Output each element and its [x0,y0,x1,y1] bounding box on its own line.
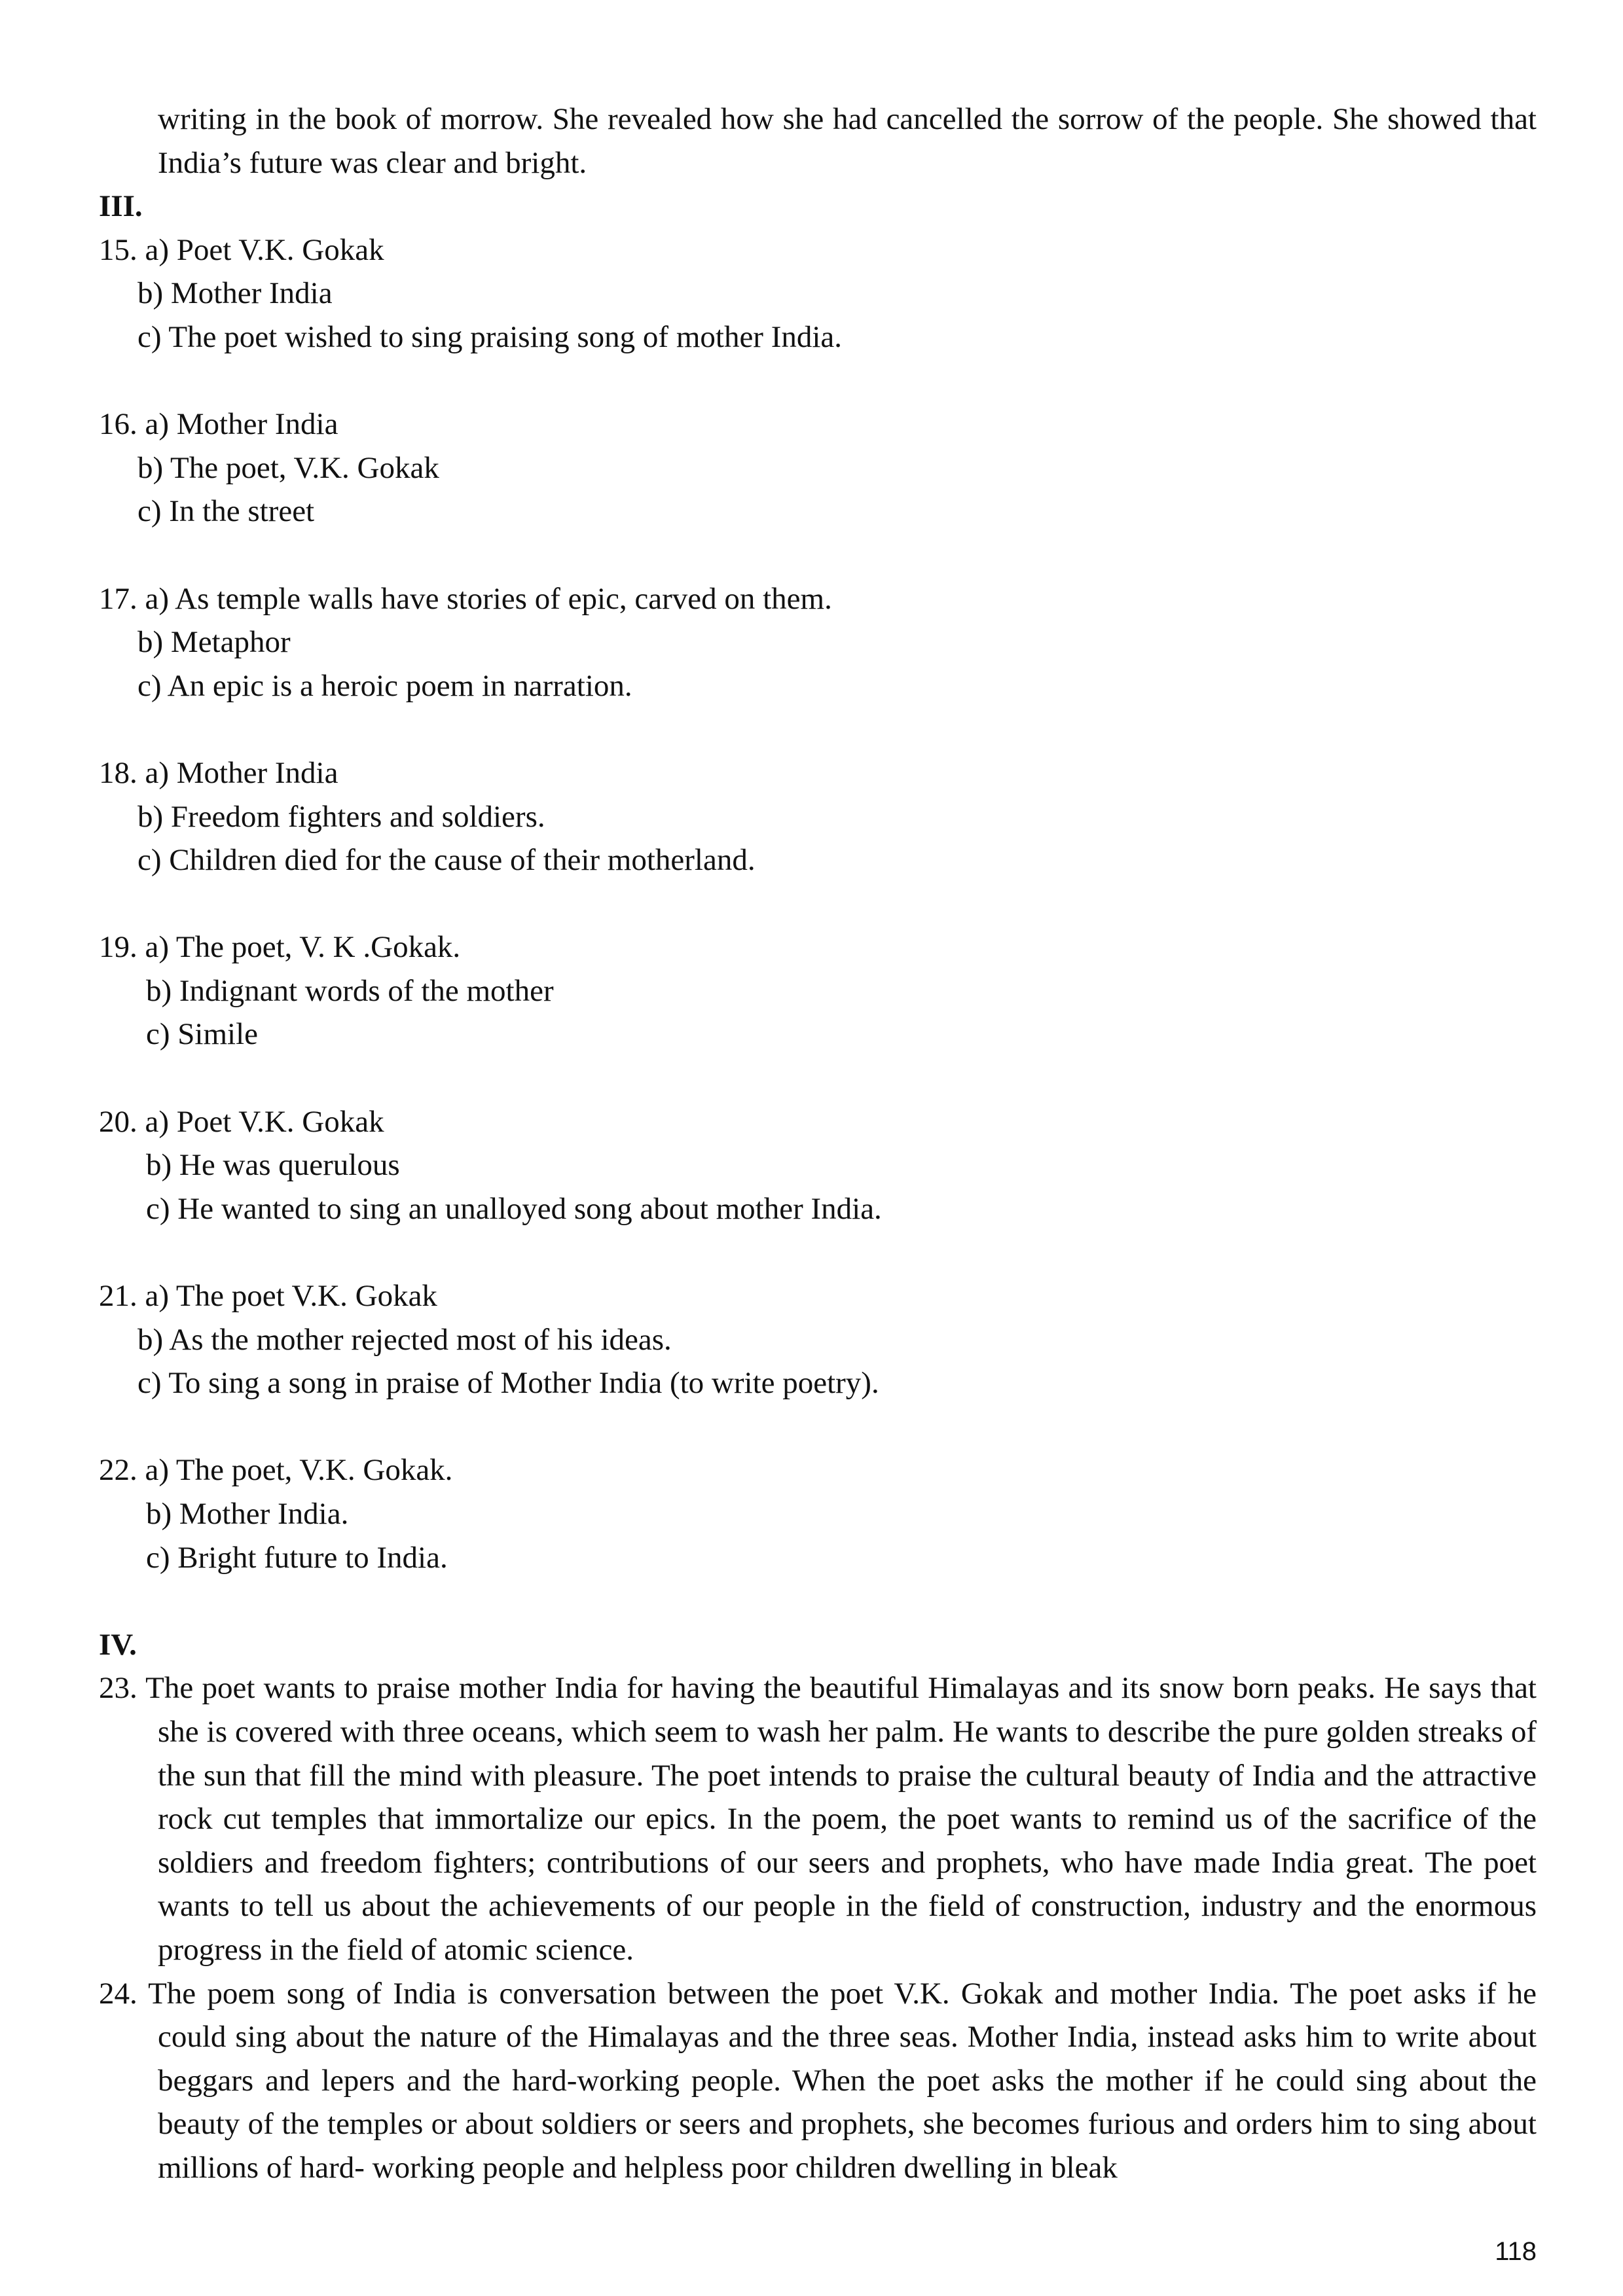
answer-part-c: c) In the street [137,494,315,529]
spacer [99,1056,1537,1100]
answer-group [99,751,1537,925]
answer-part-b: b) Freedom fighters and soldiers. [137,799,545,834]
page-content [99,98,1537,2190]
answer-part-c: c) Simile [146,1017,258,1052]
answer-group [99,1100,1537,1274]
answer-24: 24. The poem song of India is conversation between the poet V.K. Gokak and mother India. The poet asks if he could sing about the nature of the Himalayas and the three seas. Mother India, instead asks him to write about beggars and lepers and the hard-working people. When the poet asks the mother if he could sing about the beauty of the temples or about soldiers or seers and prophets, she becomes furious and orders him to sing about millions of hard- working people and helpless poor children dwelling in bleak [99,1976,1537,2185]
answer-part-a: 19. a) The poet, V. K .Gokak. [99,930,461,965]
answer-part-c: c) He wanted to sing an unalloyed song about mother India. [146,1191,882,1226]
answer-group [99,925,1537,1100]
answer-part-a: 20. a) Poet V.K. Gokak [99,1104,384,1139]
answer-part-b: b) Mother India [137,276,333,311]
section-iii-answers [99,228,1537,1623]
answer-group [99,577,1537,751]
answer-part-b: b) As the mother rejected most of his ideas. [137,1322,672,1357]
spacer [99,1405,1537,1449]
answer-part-a: 21. a) The poet V.K. Gokak [99,1279,437,1314]
answer-part-a: 15. a) Poet V.K. Gokak [99,232,384,267]
answer-part-c: c) The poet wished to sing praising song of mother India. [137,319,843,354]
answer-part-a: 17. a) As temple walls have stories of epic, carved on them. [99,581,832,616]
answer-part-c: c) To sing a song in praise of Mother India (to write poetry). [137,1366,879,1401]
answer-part-a: 16. a) Mother India [99,407,338,442]
answer-part-c: c) An epic is a heroic poem in narration. [137,668,632,703]
spacer [99,882,1537,926]
answer-group [99,1448,1537,1623]
answer-part-b: b) Indignant words of the mother [146,973,554,1008]
spacer [99,708,1537,751]
answer-part-b: b) The poet, V.K. Gokak [137,450,439,485]
answer-part-a: 18. a) Mother India [99,755,338,790]
answer-group [99,228,1537,403]
section-heading-iii: III. [99,189,143,224]
intro-paragraph: writing in the book of morrow. She revealed how she had cancelled the sorrow of the people. She showed that India’s future was clear and bright. [158,102,1537,180]
answer-23: 23. The poet wants to praise mother India for having the beautiful Himalayas and its snow born peaks. He says that she is covered with three oceans, which seem to wash her palm. He wants to describe the pure golden streaks of the sun that fill the mind with pleasure. The poet intends to praise the cultural beauty of India and the attractive rock cut temples that immortalize our epics. In the poem, the poet wants to remind us of the sacrifice of the soldiers and freedom fighters; contributions of our seers and prophets, who have made India great. The poet wants to tell us about the achievements of our people in the field of construction, industry and the enormous progress in the field of atomic science. [99,1671,1537,1967]
answer-part-c: c) Children died for the cause of their motherland. [137,843,756,878]
answer-part-a: 22. a) The poet, V.K. Gokak. [99,1453,453,1488]
page-number: 118 [1495,2237,1537,2266]
answer-group [99,1274,1537,1448]
spacer [99,1579,1537,1623]
spacer [99,359,1537,403]
answer-part-b: b) Mother India. [146,1497,349,1531]
answer-part-b: b) He was querulous [146,1148,400,1183]
answer-part-b: b) Metaphor [137,625,291,660]
answer-group [99,403,1537,577]
spacer [99,533,1537,577]
answer-part-c: c) Bright future to India. [146,1540,448,1575]
spacer [99,1230,1537,1274]
section-heading-iv: IV. [99,1627,137,1662]
